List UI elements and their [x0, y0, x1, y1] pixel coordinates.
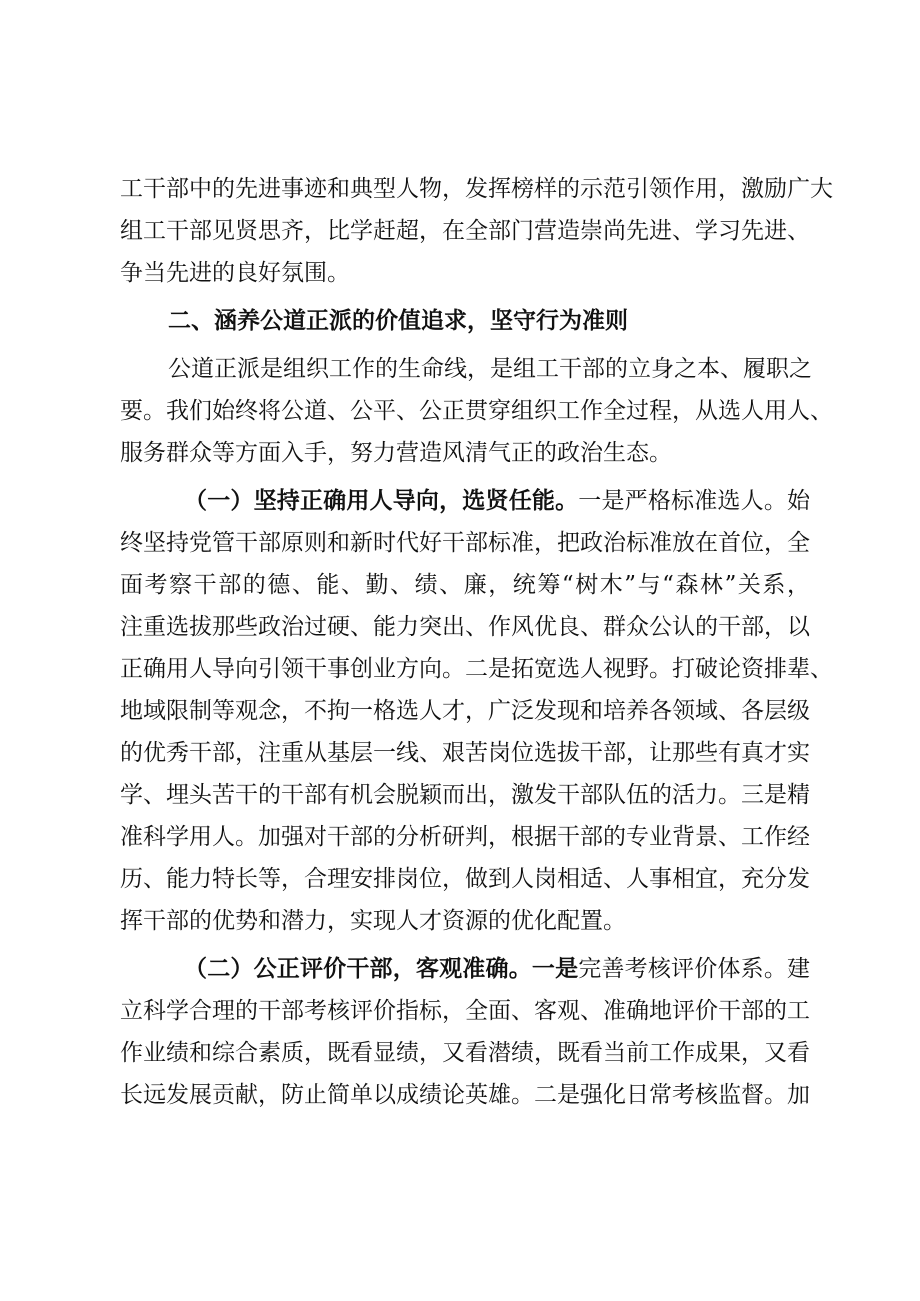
text-line: 的优秀干部，注重从基层一线、艰苦岗位选拔干部，让那些有真才实 — [120, 740, 810, 766]
text-line: 历、能力特长等，合理安排岗位，做到人岗相适、人事相宜，充分发 — [120, 866, 810, 892]
text-line: 注重选拔那些政治过硬、能力突出、作风优良、群众公认的干部，以 — [120, 614, 810, 640]
paragraph-continuation — [120, 168, 833, 294]
text-line: 立科学合理的干部考核评价指标，全面、客观、准确地评价干部的工 — [120, 998, 810, 1024]
text-line: 公道正派是组织工作的生命线，是组工干部的立身之本、履职之 — [168, 356, 812, 382]
subheading-bold: （二）公正评价干部，客观准确。一是 — [184, 955, 579, 982]
text-line: 地域限制等观念，不拘一格选人才，广泛发现和培养各领域、各层级 — [120, 698, 810, 724]
subheading-bold: （一）坚持正确用人导向，选贤任能。 — [184, 487, 579, 514]
text-line-lead — [120, 480, 810, 522]
text-line: 要。我们始终将公道、公平、公正贯穿组织工作全过程，从选人用人、 — [120, 398, 833, 424]
text-line: 面考察干部的德、能、勤、绩、廉，统筹“树木”与“森林”关系， — [120, 572, 810, 598]
paragraph-evaluation — [120, 948, 810, 1116]
paragraph-intro — [120, 348, 833, 474]
text-line: 长远发展贡献，防止简单以成绩论英雄。二是强化日常考核监督。加 — [120, 1082, 810, 1108]
text-line: 挥干部的优势和潜力，实现人才资源的优化配置。 — [120, 908, 626, 934]
text-line: 准科学用人。加强对干部的分析研判，根据干部的专业背景、工作经 — [120, 824, 810, 850]
document-body — [120, 168, 833, 1116]
text-line-lead — [120, 948, 810, 990]
text-line: 作业绩和综合素质，既看显绩，又看潜绩，既看当前工作成果，又看 — [120, 1040, 810, 1066]
text-line: 学、埋头苦干的干部有机会脱颖而出，激发干部队伍的活力。三是精 — [120, 782, 810, 808]
lead-text: 完善考核评价体系。建 — [578, 956, 811, 982]
text-line: 终坚持党管干部原则和新时代好干部标准，把政治标准放在首位，全 — [120, 530, 810, 556]
lead-text: 一是严格标准选人。始 — [578, 488, 811, 514]
paragraph-selection — [120, 480, 833, 942]
text-line: 正确用人导向引领干事创业方向。二是拓宽选人视野。打破论资排辈、 — [120, 656, 833, 682]
text-line: 组工干部见贤思齐，比学赶超，在全部门营造崇尚先进、学习先进、 — [120, 218, 810, 244]
text-line: 工干部中的先进事迹和典型人物，发挥榜样的示范引领作用，激励广大 — [120, 176, 833, 202]
text-line: 服务群众等方面入手，努力营造风清气正的政治生态。 — [120, 440, 672, 466]
text-line: 争当先进的良好氛围。 — [120, 260, 350, 286]
section-heading: 二、涵养公道正派的价值追求，坚守行为准则 — [168, 307, 628, 334]
